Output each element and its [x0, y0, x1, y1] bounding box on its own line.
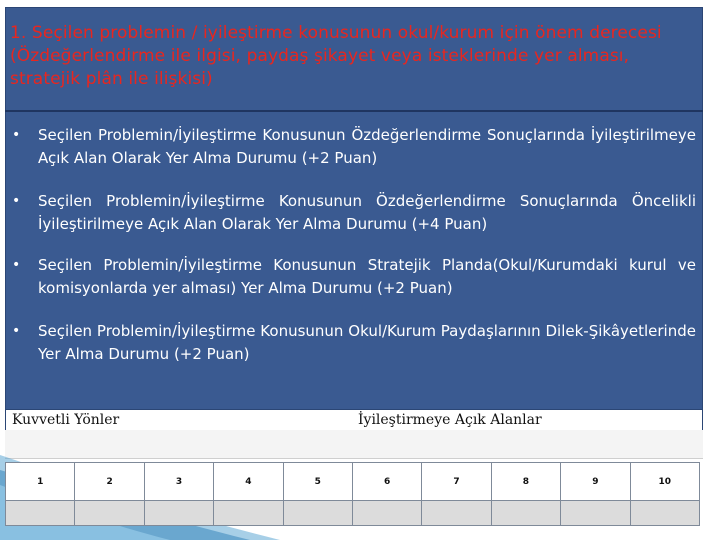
score-cell-2[interactable]: 2	[75, 463, 144, 501]
score-cell-10[interactable]: 10	[630, 463, 699, 501]
criteria-item	[12, 190, 696, 236]
bullet-icon: •	[12, 323, 21, 339]
score-entry-cell[interactable]	[491, 501, 560, 526]
score-cell-1[interactable]: 1	[6, 463, 75, 501]
score-cell-7[interactable]: 7	[422, 463, 491, 501]
criteria-item	[12, 254, 696, 300]
score-entry-cell[interactable]	[75, 501, 144, 526]
heading-divider	[5, 110, 703, 112]
score-entry-cell[interactable]	[214, 501, 283, 526]
score-number-row	[6, 463, 700, 501]
score-entry-cell[interactable]	[561, 501, 630, 526]
improvement-areas-label: İyileştirmeye Açık Alanlar	[358, 412, 542, 428]
score-entry-cell[interactable]	[6, 501, 75, 526]
score-cell-8[interactable]: 8	[491, 463, 560, 501]
score-entry-row	[6, 501, 700, 526]
bullet-icon: •	[12, 127, 21, 143]
score-table	[5, 462, 700, 526]
bullet-icon: •	[12, 193, 21, 209]
criteria-item	[12, 320, 696, 366]
score-entry-cell[interactable]	[630, 501, 699, 526]
criteria-item	[12, 124, 696, 170]
criterion-heading: 1. Seçilen problemin / iyileştirme konusunun okul/kurum için önem derecesi (Özdeğerlendirme ile ilgisi, paydaş şikayet veya isteklerinde yer alması, stratejik plân ile ilişkisi)	[10, 23, 662, 89]
score-cell-5[interactable]: 5	[283, 463, 352, 501]
score-cell-4[interactable]: 4	[214, 463, 283, 501]
score-entry-cell[interactable]	[352, 501, 421, 526]
bullet-icon: •	[12, 257, 21, 273]
score-cell-9[interactable]: 9	[561, 463, 630, 501]
criteria-item-text: Seçilen Problemin/İyileştirme Konusunun Özdeğerlendirme Sonuçlarında Öncelikli İyileştirilmeye Açık Alan Olarak Yer Alma Durumu (+4 Puan)	[38, 192, 696, 233]
strengths-label: Kuvvetli Yönler	[12, 412, 120, 428]
criteria-item-text: Seçilen Problemin/İyileştirme Konusunun Stratejik Planda(Okul/Kurumdaki kurul ve komisyonlarda yer alması) Yer Alma Durumu (+2 Puan)	[38, 256, 696, 297]
criteria-item-text: Seçilen Problemin/İyileştirme Konusunun Özdeğerlendirme Sonuçlarında İyileştirilmeye Açık Alan Olarak Yer Alma Durumu (+2 Puan)	[38, 126, 696, 167]
score-cell-6[interactable]: 6	[352, 463, 421, 501]
score-entry-cell[interactable]	[283, 501, 352, 526]
score-cell-3[interactable]: 3	[144, 463, 213, 501]
criteria-item-text: Seçilen Problemin/İyileştirme Konusunun Okul/Kurum Paydaşlarının Dilek-Şikâyetlerinde Yer Alma Durumu (+2 Puan)	[38, 322, 696, 363]
score-entry-cell[interactable]	[144, 501, 213, 526]
score-entry-cell[interactable]	[422, 501, 491, 526]
